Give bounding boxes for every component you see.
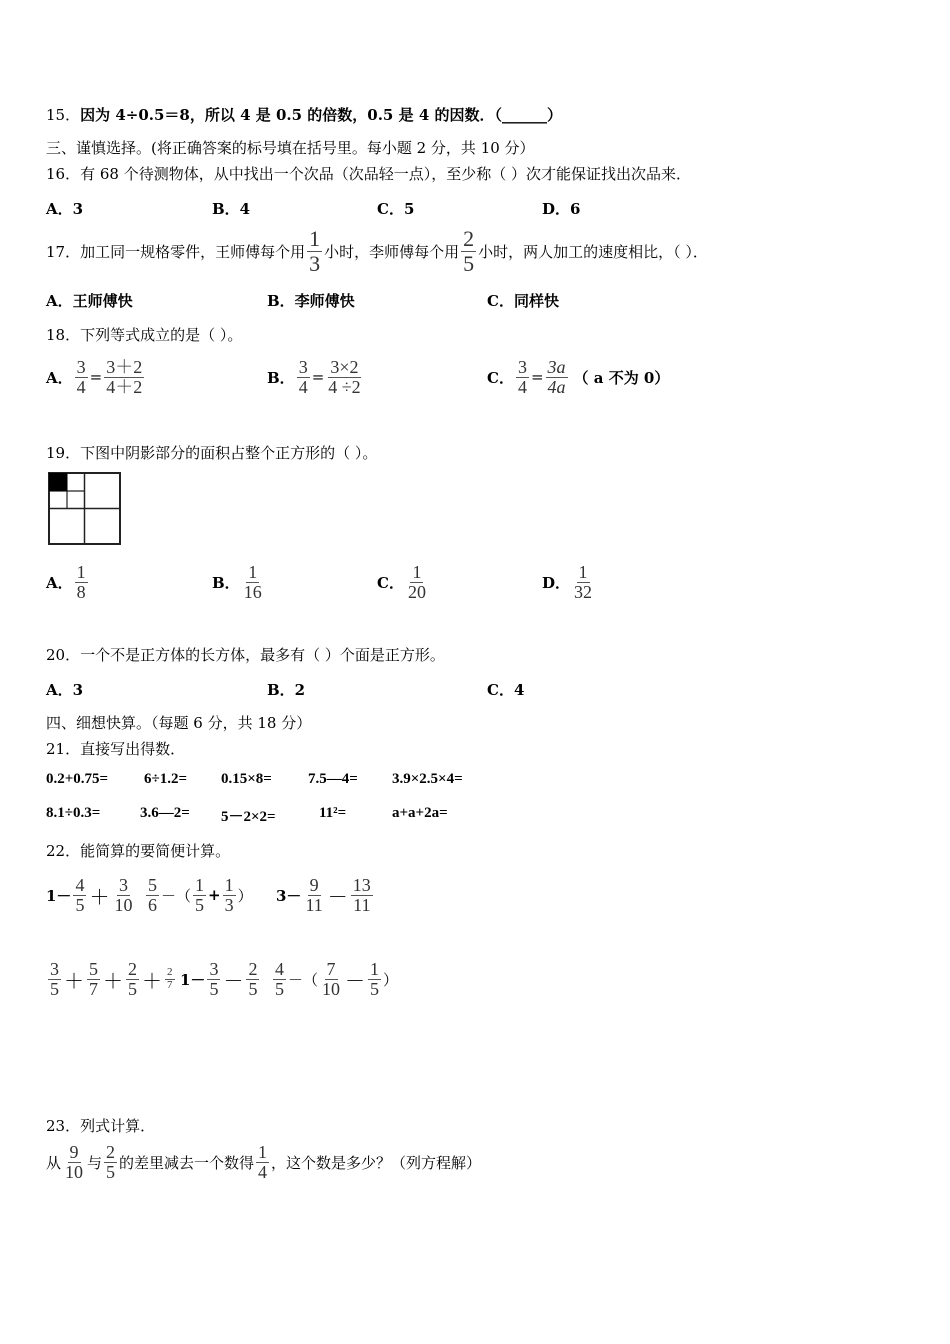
q17-text-3: 小时，两人加工的速度相比，（ ）． xyxy=(478,242,708,261)
q19-b-fraction: $\frac{1}{16}$ xyxy=(243,561,262,602)
q20-option-a[interactable]: A．3 xyxy=(46,681,84,699)
q17-num: 17． xyxy=(46,242,81,261)
q18 xyxy=(46,324,242,345)
q22-e4-fraction: $\frac{2}{5}$ xyxy=(128,958,137,999)
q17-text-1: 加工同一规格零件，王师傅每个用 xyxy=(80,242,306,261)
q22-expression-4: $\frac{3}{5}$ ＋ $\frac{5}{7}$ ＋ $\frac{2}{5}$ ＋ $\frac{2}{7}$ xyxy=(50,958,173,999)
q17-option-c[interactable]: C．同样快 xyxy=(487,292,559,310)
q23 xyxy=(46,1115,155,1136)
q18-option-a[interactable]: A． $\frac{3}{4}$ = $\frac{3+2}{4+2}$ xyxy=(46,356,143,397)
q20-num: 20． xyxy=(46,646,81,664)
q22-e4-fraction: $\frac{2}{7}$ xyxy=(167,965,173,991)
q22-expression-6: $\frac{4}{5}$ －（ $\frac{7}{10}$ － $\frac{1}{5}$ ） xyxy=(275,958,399,999)
q21-item: 6÷1.2= xyxy=(144,771,188,787)
q21-text: 直接写出得数． xyxy=(80,740,186,758)
q22-e2-fraction: $\frac{1}{3}$ xyxy=(224,874,234,915)
q22-e3-fraction: $\frac{9}{11}$ xyxy=(305,874,323,915)
q15 xyxy=(46,104,562,125)
q22-expression-1: 1－ $\frac{4}{5}$ ＋ $\frac{3}{10}$ xyxy=(46,874,133,915)
q20-text: 一个不是正方体的长方体，最多有（ ）个面是正方形。 xyxy=(80,646,445,664)
q23-fraction: $\frac{1}{4}$ xyxy=(258,1141,268,1182)
q16-num: 16． xyxy=(46,165,81,183)
q17-fraction-li: $\frac{2}{5}$ xyxy=(463,226,475,276)
q19-a-fraction: $\frac{1}{8}$ xyxy=(76,561,86,602)
q15-text: 因为 4÷0.5＝8，所以 4 是 0.5 的倍数，0.5 是 4 的因数．（ xyxy=(80,106,502,124)
q18-num: 18． xyxy=(46,326,81,344)
q22-e3-fraction: $\frac{13}{11}$ xyxy=(352,874,371,915)
q17-fraction-wang: $\frac{1}{3}$ xyxy=(309,226,321,276)
q22-e6-fraction: $\frac{7}{10}$ xyxy=(322,958,341,999)
q16-option-b[interactable]: B．4 xyxy=(212,200,251,218)
q22-e1-fraction: $\frac{4}{5}$ xyxy=(75,874,85,915)
q22 xyxy=(46,840,230,861)
q22-num: 22． xyxy=(46,842,81,860)
q20-option-c[interactable]: C．4 xyxy=(487,681,525,699)
section-4-title: 四、细想快算。（每题 6 分，共 18 分） xyxy=(46,714,312,732)
q19-option-b[interactable]: B． $\frac{1}{16}$ xyxy=(212,561,262,602)
q19-c-fraction: $\frac{1}{20}$ xyxy=(407,561,426,602)
q18-a-right-fraction: $\frac{3+2}{4+2}$ xyxy=(106,356,143,397)
q21-item: 3.9×2.5×4= xyxy=(392,771,463,787)
q21-num: 21． xyxy=(46,740,81,758)
q19-d-fraction: $\frac{1}{32}$ xyxy=(574,561,593,602)
q22-expression-5: 1－ $\frac{3}{5}$ － $\frac{2}{5}$ xyxy=(180,958,258,999)
q16 xyxy=(46,163,691,184)
q23-text: 列式计算． xyxy=(80,1117,156,1135)
q20 xyxy=(46,644,445,665)
q23-fraction: $\frac{2}{5}$ xyxy=(106,1141,116,1182)
q18-option-b[interactable]: B． $\frac{3}{4}$ = $\frac{3\times 2}{4 \div 2}$ xyxy=(267,356,361,397)
q18-c-note: （ a 不为 0） xyxy=(573,368,670,387)
q22-e6-fraction: $\frac{4}{5}$ xyxy=(275,958,284,999)
section-3-title: 三、谨慎选择。(将正确答案的标号填在括号里。每小题 2 分，共 10 分） xyxy=(46,139,535,157)
q16-option-a[interactable]: A．3 xyxy=(46,200,84,218)
q19-option-c[interactable]: C． $\frac{1}{20}$ xyxy=(377,561,426,602)
q22-e4-fraction: $\frac{3}{5}$ xyxy=(50,958,59,999)
q21-item: 0.2+0.75= xyxy=(46,771,109,787)
q21-item: 5－2×2= xyxy=(221,809,276,825)
q16-option-c[interactable]: C．5 xyxy=(377,200,415,218)
q19-num: 19． xyxy=(46,444,81,462)
q19-option-d[interactable]: D． $\frac{1}{32}$ xyxy=(542,561,593,602)
q21-item: a+a+2a= xyxy=(392,805,448,821)
q22-text: 能简算的要简便计算。 xyxy=(80,842,231,860)
q22-e4-fraction: $\frac{5}{7}$ xyxy=(89,958,98,999)
q21-item: 7.5—4= xyxy=(308,771,358,787)
q19-shaded-square xyxy=(49,473,67,491)
q23-fraction: $\frac{9}{10}$ xyxy=(65,1141,84,1182)
q18-a-left-fraction: $\frac{3}{4}$ xyxy=(76,356,86,397)
q23-num: 23． xyxy=(46,1117,81,1135)
q17-text-2: 小时，李师傅每个用 xyxy=(324,242,460,261)
q22-e6-fraction: $\frac{1}{5}$ xyxy=(370,958,380,999)
q19-text: 下图中阴影部分的面积占整个正方形的（ ）。 xyxy=(80,444,378,462)
q19-option-a[interactable]: A． $\frac{1}{8}$ xyxy=(46,561,86,602)
q15-num: 15． xyxy=(46,106,81,124)
q23-problem: 从 $\frac{9}{10}$ 与 $\frac{2}{5}$ 的差里减去一个数得 $\frac{1}{4}$ ，这个数是多少？（列方程解） xyxy=(46,1141,482,1182)
q20-option-b[interactable]: B．2 xyxy=(267,681,306,699)
q22-e5-fraction: $\frac{2}{5}$ xyxy=(248,958,258,999)
q18-b-right-fraction: $\frac{3\times 2}{4 \div 2}$ xyxy=(328,356,361,397)
q16-option-d[interactable]: D．6 xyxy=(542,200,581,218)
q22-expression-3: 3－ $\frac{9}{11}$ － $\frac{13}{11}$ xyxy=(276,874,371,915)
q21 xyxy=(46,738,185,759)
q17-option-a[interactable]: A．王师傅快 xyxy=(46,292,133,310)
q17-option-b[interactable]: B．李师傅快 xyxy=(267,292,355,310)
q22-e2-fraction: $\frac{1}{5}$ xyxy=(195,874,205,915)
q17 xyxy=(46,226,708,276)
q21-item: 8.1÷0.3= xyxy=(46,805,101,821)
q19 xyxy=(46,442,377,463)
q21-item: 11²= xyxy=(319,805,347,821)
q16-text: 有 68 个待测物体，从中找出一个次品（次品轻一点），至少称（ ）次才能保证找出次品来． xyxy=(80,165,691,183)
q18-option-c[interactable]: C． $\frac{3}{4}$ = $\frac{3a}{4a}$ （ a 不为 0） xyxy=(487,356,670,397)
q19-square-figure xyxy=(48,472,122,546)
q22-e2-fraction: $\frac{5}{6}$ xyxy=(148,874,157,915)
q21-item: 0.15×8= xyxy=(221,771,272,787)
q15-close: ） xyxy=(546,106,562,124)
q18-b-left-fraction: $\frac{3}{4}$ xyxy=(298,356,308,397)
q18-text: 下列等式成立的是（ ）。 xyxy=(80,326,243,344)
q18-c-left-fraction: $\frac{3}{4}$ xyxy=(517,356,527,397)
q18-c-right-fraction: $\frac{3a}{4a}$ xyxy=(547,356,566,397)
q21-item: 3.6—2= xyxy=(140,805,190,821)
q22-e1-fraction: $\frac{3}{10}$ xyxy=(114,874,133,915)
q15-blank[interactable]: ______ xyxy=(501,106,547,124)
q22-expression-2: $\frac{5}{6}$ －（ $\frac{1}{5}$ + $\frac{1}{3}$ ） xyxy=(148,874,253,915)
q22-e5-fraction: $\frac{3}{5}$ xyxy=(209,958,219,999)
